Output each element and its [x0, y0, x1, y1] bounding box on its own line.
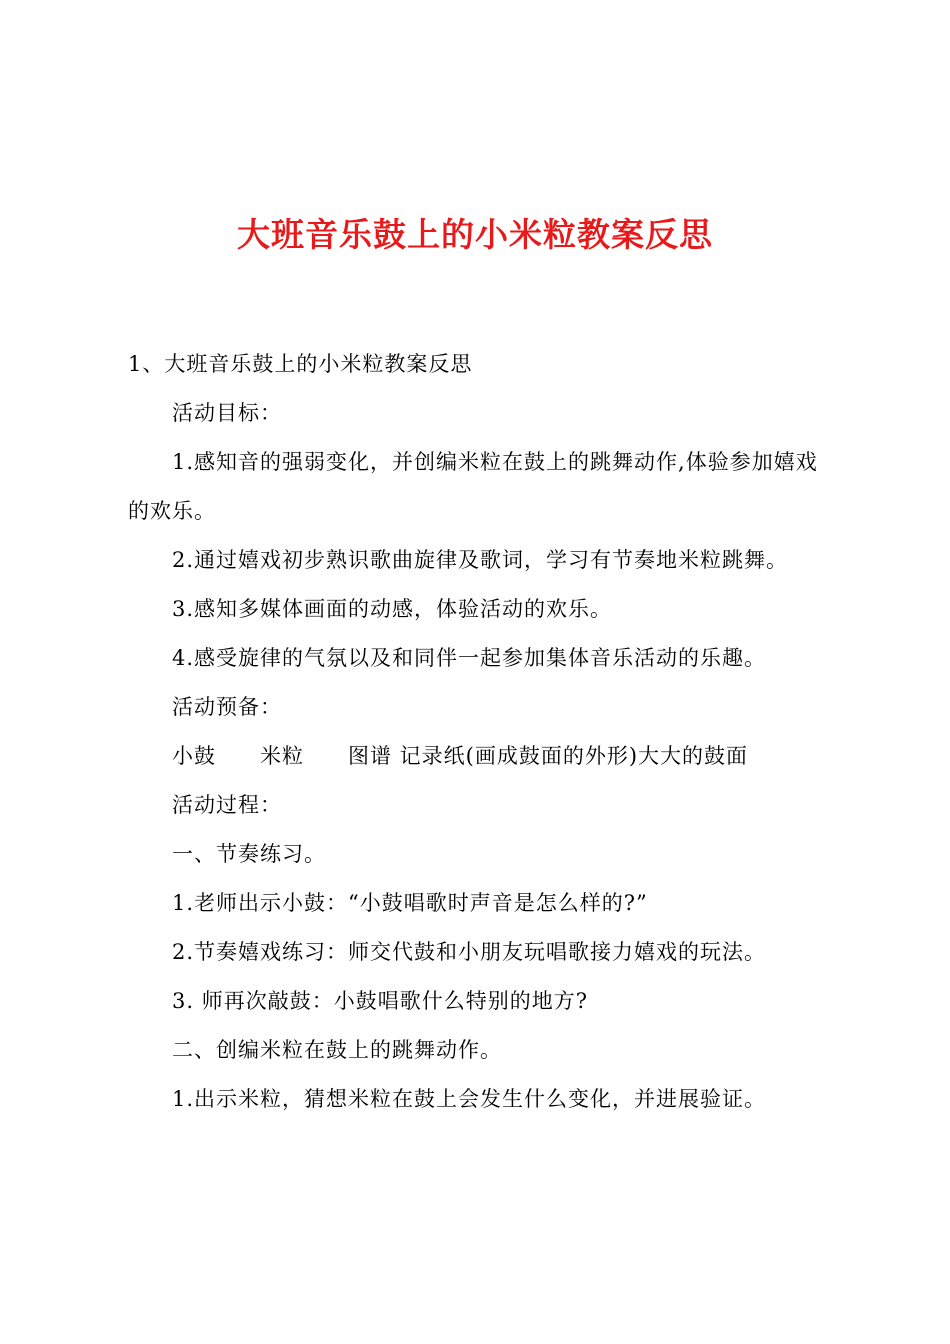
paragraph-step-2-1: 1.出示米粒，猜想米粒在鼓上会发生什么变化，并进展验证。: [172, 1087, 767, 1111]
paragraph-process-heading: 活动过程：: [172, 793, 282, 817]
paragraph-step-1-2: 2.节奏嬉戏练习：师交代鼓和小朋友玩唱歌接力嬉戏的玩法。: [172, 940, 767, 964]
paragraph-goal-2: 2.通过嬉戏初步熟识歌曲旋律及歌词，学习有节奏地米粒跳舞。: [172, 548, 789, 572]
paragraph-goals-heading: 活动目标：: [172, 401, 282, 425]
document-title: 大班音乐鼓上的小米粒教案反思: [237, 215, 713, 254]
paragraph-step-1-1: 1.老师出示小鼓：“小鼓唱歌时声音是怎么样的?”: [172, 891, 648, 915]
paragraph-goal-4: 4.感受旋律的气氛以及和同伴一起参加集体音乐活动的乐趣。: [172, 646, 767, 670]
document-body: [128, 340, 838, 1124]
paragraph-prep-items: 小鼓 米粒 图谱 记录纸(画成鼓面的外形)大大的鼓面: [172, 744, 749, 768]
paragraph-prep-heading: 活动预备：: [172, 695, 282, 719]
paragraph-goal-3: 3.感知多媒体画面的动感，体验活动的欢乐。: [172, 597, 613, 621]
paragraph-step-2-heading: 二、创编米粒在鼓上的跳舞动作。: [172, 1038, 502, 1062]
paragraph-step-1-heading: 一、节奏练习。: [172, 842, 326, 866]
section-heading: 1、大班音乐鼓上的小米粒教案反思: [128, 352, 473, 376]
paragraph-goal-1: 1.感知音的强弱变化，并创编米粒在鼓上的跳舞动作,体验参加嬉戏的欢乐。: [128, 450, 818, 523]
paragraph-step-1-3: 3. 师再次敲鼓：小鼓唱歌什么特别的地方?: [172, 989, 588, 1013]
